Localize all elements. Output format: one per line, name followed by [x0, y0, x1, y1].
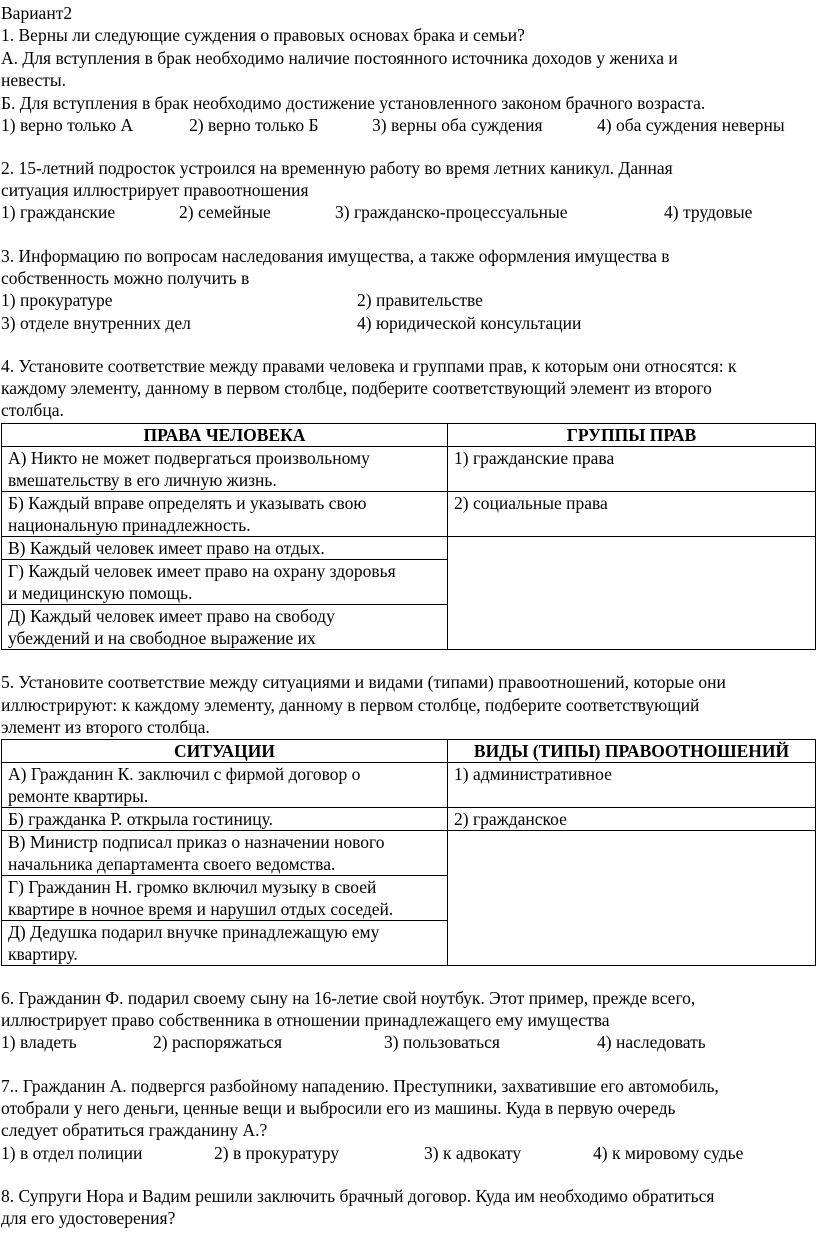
cell-text: национальную принадлежность.: [8, 515, 251, 535]
question-text-line: 3. Информацию по вопросам наследования имущества, а также оформления имущества в: [1, 246, 670, 266]
question-text-line: 7.. Гражданин А. подвергся разбойному нападению. Преступники, захватившие его автомобиль,: [1, 1076, 719, 1096]
table-cell: [2, 447, 448, 492]
table-cell: [2, 876, 448, 921]
answer-option: 3) к адвокату: [424, 1143, 522, 1163]
answer-option: 3) пользоваться: [384, 1032, 500, 1052]
table-cell: [2, 605, 448, 650]
table-cell: [448, 808, 816, 831]
question-text-line: 8. Супруги Нора и Вадим решили заключить брачный договор. Куда им необходимо обратиться: [1, 1186, 715, 1206]
cell-text: А) Никто не может подвергаться произвольному: [8, 448, 370, 468]
answer-option: 1) верно только А: [1, 115, 134, 135]
table-cell: [2, 537, 448, 560]
question-text-line: Б. Для вступления в брак необходимо достижение установленного законом брачного возраста.: [1, 93, 706, 113]
cell-text: Б) гражданка Р. открыла гостиницу.: [8, 809, 273, 829]
column-header: СИТУАЦИИ: [2, 740, 448, 763]
answer-option: 1) гражданские: [1, 202, 116, 222]
answer-option: 4) юридической консультации: [357, 313, 582, 333]
answer-option: 1) в отдел полиции: [1, 1143, 143, 1163]
table-cell: [2, 492, 448, 537]
answer-option: 4) к мировому судье: [593, 1143, 744, 1163]
answer-option: 1) прокуратуре: [1, 290, 113, 310]
question-text-line: отобрали у него деньги, ценные вещи и выбросили его из машины. Куда в первую очередь: [1, 1098, 676, 1118]
answer-option: 2) семейные: [179, 202, 271, 222]
cell-text: ремонте квартиры.: [8, 786, 149, 806]
cell-text: В) Министр подписал приказ о назначении нового: [8, 832, 385, 852]
question-text-line: для его удостоверения?: [1, 1208, 176, 1228]
table-cell: [448, 492, 816, 537]
question-text-line: собственность можно получить в: [1, 268, 250, 288]
answer-option: 3) верны оба суждения: [372, 115, 543, 135]
question-text-line: невесты.: [1, 70, 67, 90]
matching-table-situations: [1, 739, 816, 966]
column-header: ВИДЫ (ТИПЫ) ПРАВООТНОШЕНИЙ: [448, 740, 816, 763]
column-header: ГРУППЫ ПРАВ: [448, 424, 816, 447]
cell-text: В) Каждый человек имеет право на отдых.: [8, 538, 325, 558]
cell-text: начальника департамента своего ведомства.: [8, 854, 336, 874]
answer-option: 2) в прокуратуру: [214, 1143, 339, 1163]
answer-option: 2) распоряжаться: [153, 1032, 283, 1052]
table-cell-empty: [448, 831, 816, 966]
table-cell: [448, 763, 816, 808]
answer-option: 3) гражданско-процессуальные: [335, 202, 568, 222]
cell-text: квартиру.: [8, 944, 78, 964]
question-text-line: 4. Установите соответствие между правами человека и группами прав, к которым они относятся: к: [1, 356, 737, 376]
cell-text: Г) Гражданин Н. громко включил музыку в своей: [8, 877, 377, 897]
table-cell: [2, 831, 448, 876]
variant-title: Вариант2: [1, 3, 73, 23]
cell-text: Д) Дедушка подарил внучке принадлежащую ему: [8, 922, 380, 942]
cell-text: Г) Каждый человек имеет право на охрану здоровья: [8, 561, 396, 581]
cell-text: вмешательству в его личную жизнь.: [8, 470, 277, 490]
table-cell: [2, 560, 448, 605]
table-cell-empty: [448, 537, 816, 650]
question-text-line: 2. 15-летний подросток устроился на временную работу во время летних каникул. Данная: [1, 158, 673, 178]
question-text-line: А. Для вступления в брак необходимо наличие постоянного источника доходов у жениха и: [1, 48, 678, 68]
answer-option: 4) оба суждения неверны: [597, 115, 785, 135]
cell-text: 2) гражданское: [454, 809, 567, 829]
answer-option: 2) верно только Б: [189, 115, 319, 135]
answer-option: 4) наследовать: [597, 1032, 706, 1052]
question-text-line: 5. Установите соответствие между ситуациями и видами (типами) правоотношений, которые они: [1, 672, 726, 692]
question-text-line: столбца.: [1, 400, 64, 420]
table-cell: [448, 447, 816, 492]
cell-text: убеждений и на свободное выражение их: [8, 628, 316, 648]
question-text-line: следует обратиться гражданину А.?: [1, 1120, 268, 1140]
table-cell: [2, 763, 448, 808]
table-cell: [2, 808, 448, 831]
cell-text: 2) социальные права: [454, 493, 608, 513]
question-text-line: элемент из второго столбца.: [1, 717, 210, 737]
cell-text: Б) Каждый вправе определять и указывать свою: [8, 493, 367, 513]
matching-table-rights: [1, 423, 816, 650]
cell-text: Д) Каждый человек имеет право на свободу: [8, 606, 335, 626]
answer-option: 3) отделе внутренних дел: [1, 313, 191, 333]
answer-option: 1) владеть: [1, 1032, 77, 1052]
question-text-line: каждому элементу, данному в первом столбце, подберите соответствующий элемент из второго: [1, 378, 712, 398]
column-header: ПРАВА ЧЕЛОВЕКА: [2, 424, 448, 447]
answer-option: 4) трудовые: [664, 202, 753, 222]
cell-text: квартире в ночное время и нарушил отдых соседей.: [8, 899, 394, 919]
table-cell: [2, 921, 448, 966]
answer-option: 2) правительстве: [357, 290, 483, 310]
question-text-line: иллюстрирует право собственника в отношении принадлежащего ему имущества: [1, 1010, 610, 1030]
question-text-line: иллюстрируют: к каждому элементу, данному в первом столбце, подберите соответствующий: [1, 695, 700, 715]
cell-text: 1) административное: [454, 764, 612, 784]
question-text-line: ситуация иллюстрирует правоотношения: [1, 180, 309, 200]
cell-text: 1) гражданские права: [454, 448, 615, 468]
cell-text: А) Гражданин К. заключил с фирмой договор о: [8, 764, 361, 784]
question-text-line: 6. Гражданин Ф. подарил своему сыну на 16-летие свой ноутбук. Этот пример, прежде всего,: [1, 988, 696, 1008]
question-text-line: 1. Верны ли следующие суждения о правовых основах брака и семьи?: [1, 25, 525, 45]
cell-text: и медицинскую помощь.: [8, 583, 193, 603]
